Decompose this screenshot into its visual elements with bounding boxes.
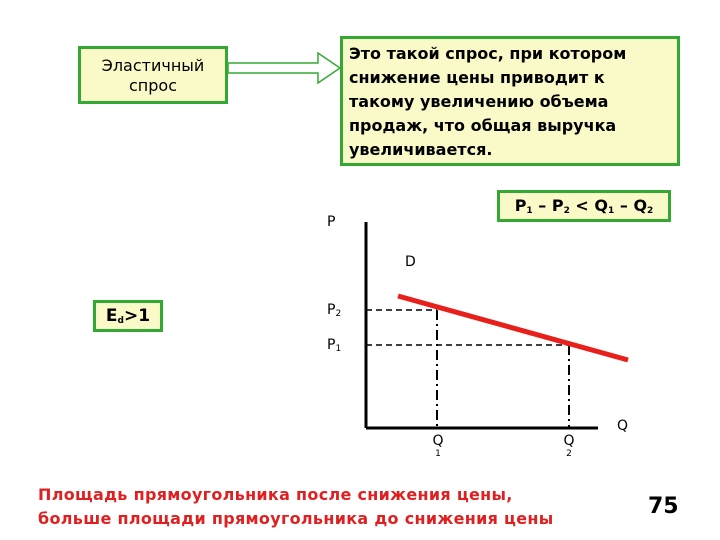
- formula-q2: Q: [633, 196, 648, 215]
- definition-box: [340, 36, 680, 166]
- demand-line: [398, 296, 628, 360]
- caption-line-2: больше площади прямоугольника до снижения цены: [38, 509, 554, 528]
- p2-label: $P_2$: [327, 302, 342, 319]
- formula-p2: P: [551, 196, 564, 215]
- q2-label: Q 2: [563, 433, 575, 459]
- formula-q1: Q: [594, 196, 609, 215]
- formula-p2-sub: 2: [563, 206, 570, 216]
- formula-q1-sub: 1: [608, 206, 615, 216]
- formula-dash-1: –: [538, 196, 547, 215]
- arrow-icon: [228, 53, 340, 83]
- elasticity-rest: >1: [124, 306, 151, 326]
- page-number: 75: [648, 494, 679, 519]
- caption: [38, 483, 678, 531]
- q1-label: Q 1: [432, 433, 444, 459]
- curve-label: D: [405, 254, 416, 270]
- formula-q2-sub: 2: [647, 206, 654, 216]
- term-line-1: Эластичный: [101, 56, 205, 75]
- formula-p1: P: [514, 196, 527, 215]
- axis-x-label: Q: [617, 418, 629, 434]
- elasticity-sub: d: [117, 316, 124, 326]
- p1-label: $P_1$: [327, 337, 342, 354]
- definition-text: Это такой спрос, при котором снижение цены приводит к такому увеличению объема продаж, что общая выручка увеличивается.: [349, 44, 627, 159]
- term-line-2: спрос: [129, 76, 177, 95]
- axis-y-label: P: [327, 214, 336, 230]
- elasticity-e: E: [105, 306, 118, 326]
- caption-line-1: Площадь прямоугольника после снижения цены,: [38, 485, 513, 504]
- formula-p1-sub: 1: [526, 206, 533, 216]
- formula-box: [497, 190, 671, 222]
- formula-lt: <: [575, 196, 589, 215]
- elasticity-box: [93, 300, 163, 332]
- term-box: [78, 46, 228, 104]
- formula-dash-2: –: [619, 196, 628, 215]
